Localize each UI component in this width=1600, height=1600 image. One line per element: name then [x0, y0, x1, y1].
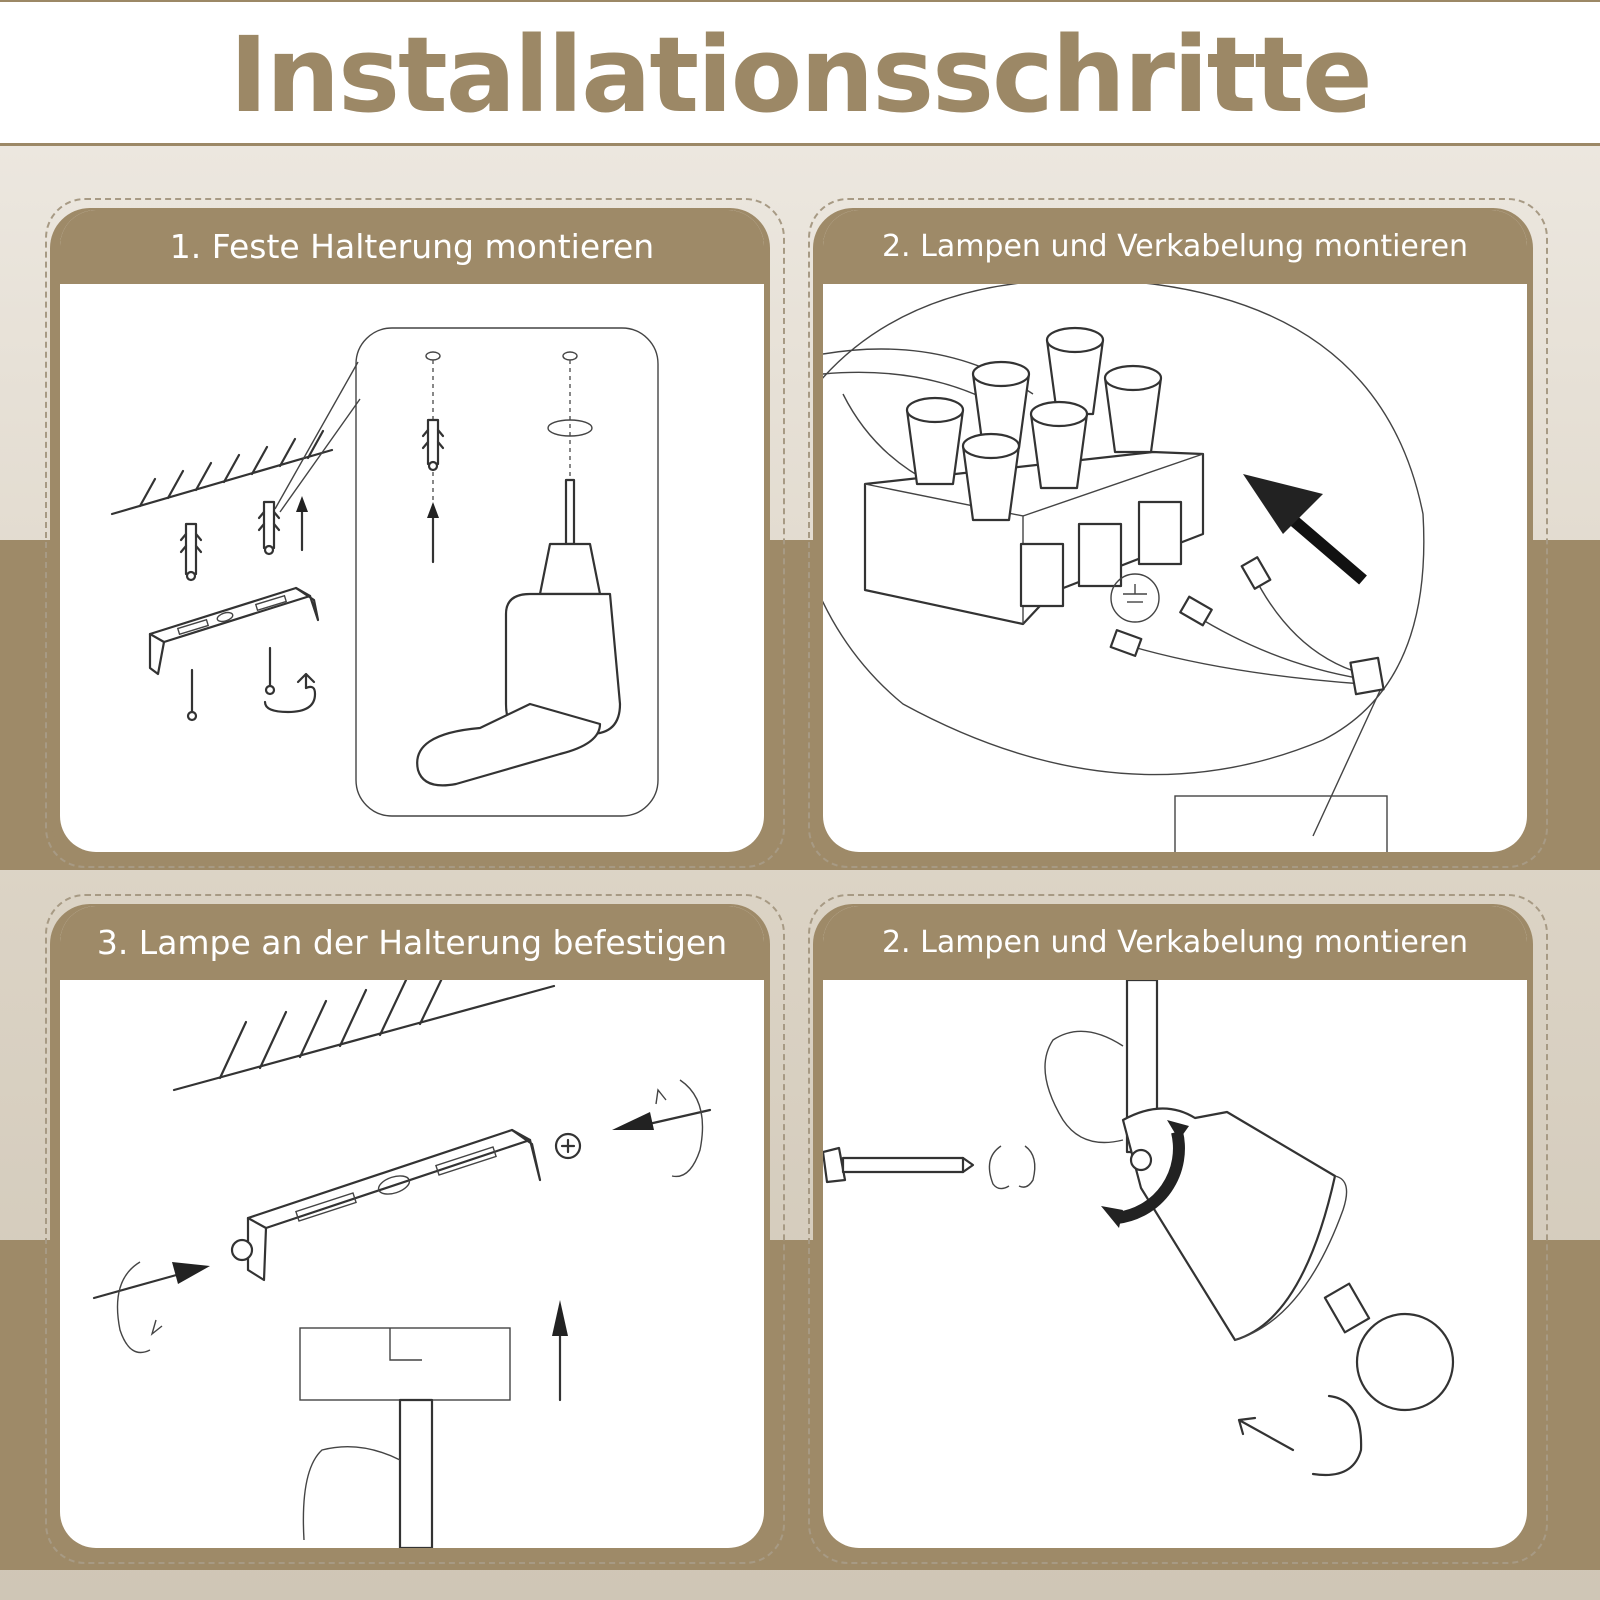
illustration-attach-lamp	[60, 980, 764, 1548]
illustration-lamp-head	[823, 980, 1527, 1548]
step-title-3: 3. Lampe an der Halterung befestigen	[96, 923, 728, 962]
screw-icon	[232, 1134, 580, 1260]
rotate-arrow-icon	[1239, 1396, 1361, 1475]
up-arrow-icon	[552, 1300, 568, 1400]
step-header-1	[60, 210, 764, 284]
terminal-block-icon	[865, 328, 1203, 624]
mounting-bracket-icon	[150, 588, 318, 674]
step-panel-2	[823, 210, 1527, 852]
wall-anchor-icon	[181, 502, 279, 580]
up-arrow-icon	[296, 496, 308, 550]
step-header-4	[823, 906, 1527, 980]
step-title-1: 1. Feste Halterung montieren	[169, 227, 655, 266]
ceiling-hatch-icon	[112, 431, 332, 514]
step-panel-4	[823, 906, 1527, 1548]
rotate-arrow-icon	[118, 1080, 703, 1353]
step-title-2: 2. Lampen und Verkabelung montieren	[881, 229, 1469, 264]
step-title-4: 2. Lampen und Verkabelung montieren	[881, 925, 1469, 960]
step-panel-3	[60, 906, 764, 1548]
illustration-mount-bracket	[60, 284, 764, 852]
light-bulb-icon	[1325, 1284, 1453, 1410]
step-panel-1	[60, 210, 764, 852]
step-header-3	[60, 906, 764, 980]
drill-icon	[417, 480, 620, 785]
step-header-2	[823, 210, 1527, 284]
page-title: Installationsschritte	[229, 14, 1371, 136]
insert-arrow-icon	[94, 1110, 710, 1298]
page-header	[0, 0, 1600, 146]
mounting-bracket-icon	[248, 1130, 540, 1280]
lamp-shade-icon	[1123, 1108, 1347, 1340]
illustration-wiring	[823, 284, 1527, 852]
screw-icon	[188, 648, 274, 720]
ceiling-hatch-icon	[174, 980, 554, 1090]
knob-icon	[823, 1148, 973, 1182]
ground-symbol-icon	[1111, 574, 1159, 622]
wire-icon	[1111, 557, 1384, 694]
